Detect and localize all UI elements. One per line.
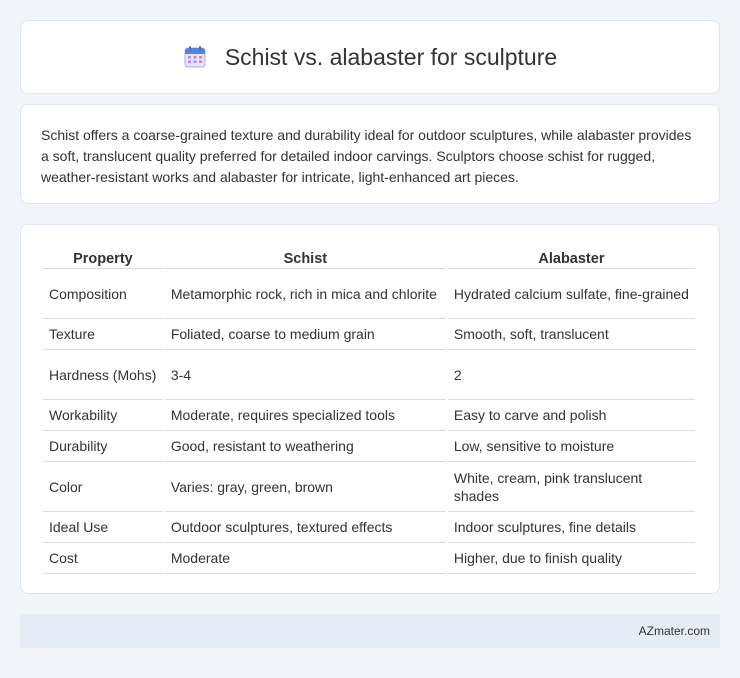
schist-cell: Good, resistant to weathering — [165, 431, 446, 462]
footer-brand[interactable]: AZmater.com — [638, 624, 710, 638]
schist-cell: Outdoor sculptures, textured effects — [165, 512, 446, 543]
description-text: Schist offers a coarse-grained texture and durability ideal for outdoor sculptures, while alabaster provides a soft, translucent quality preferred for detailed indoor carvings. Sculptors choose schist for rugged, weather-resistant works and alabaster for intricate, light-enhanced art pieces. — [41, 127, 692, 185]
property-cell: Workability — [43, 400, 163, 431]
alabaster-cell: 2 — [448, 350, 695, 400]
page-title: Schist vs. alabaster for sculpture — [224, 43, 558, 70]
title-card — [20, 20, 720, 94]
alabaster-cell: Hydrated calcium sulfate, fine-grained — [448, 269, 695, 319]
calendar-icon — [183, 45, 207, 69]
schist-cell: 3-4 — [165, 350, 446, 400]
column-header-property: Property — [43, 245, 163, 269]
schist-cell: Moderate, requires specialized tools — [165, 400, 446, 431]
table-row — [43, 319, 695, 350]
comparison-table — [41, 245, 697, 574]
alabaster-cell: Easy to carve and polish — [448, 400, 695, 431]
alabaster-cell: White, cream, pink translucent shades — [448, 462, 695, 512]
table-row — [43, 350, 695, 400]
table-row — [43, 543, 695, 574]
table-header-row — [43, 245, 695, 269]
alabaster-cell: Indoor sculptures, fine details — [448, 512, 695, 543]
property-cell: Texture — [43, 319, 163, 350]
property-cell: Composition — [43, 269, 163, 319]
schist-cell: Moderate — [165, 543, 446, 574]
property-cell: Cost — [43, 543, 163, 574]
table-row — [43, 462, 695, 512]
column-header-schist: Schist — [165, 245, 446, 269]
schist-cell: Foliated, coarse to medium grain — [165, 319, 446, 350]
property-cell: Durability — [43, 431, 163, 462]
table-row — [43, 400, 695, 431]
table-row — [43, 269, 695, 319]
alabaster-cell: Higher, due to finish quality — [448, 543, 695, 574]
description-card — [20, 104, 720, 204]
alabaster-cell: Low, sensitive to moisture — [448, 431, 695, 462]
schist-cell: Metamorphic rock, rich in mica and chlorite — [165, 269, 446, 319]
comparison-table-card — [20, 224, 720, 594]
table-row — [43, 431, 695, 462]
property-cell: Color — [43, 462, 163, 512]
column-header-alabaster: Alabaster — [448, 245, 695, 269]
alabaster-cell: Smooth, soft, translucent — [448, 319, 695, 350]
footer — [20, 614, 720, 648]
schist-cell: Varies: gray, green, brown — [165, 462, 446, 512]
property-cell: Ideal Use — [43, 512, 163, 543]
table-row — [43, 512, 695, 543]
property-cell: Hardness (Mohs) — [43, 350, 163, 400]
